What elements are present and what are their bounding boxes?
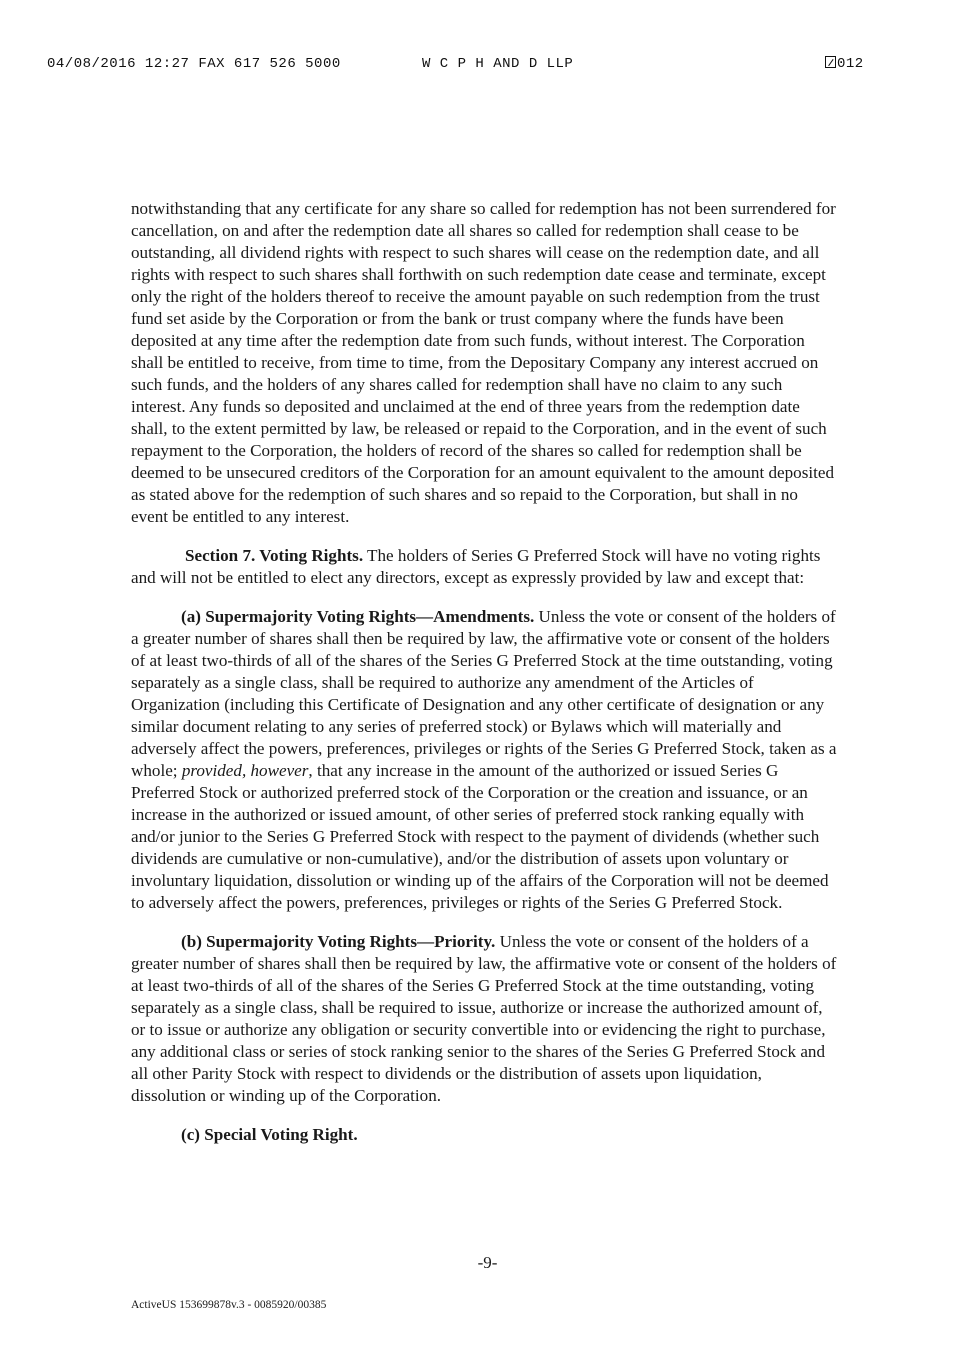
fax-page-number: 012 (837, 56, 864, 72)
fax-datetime: 04/08/2016 12:27 FAX 617 526 5000 (47, 56, 341, 72)
item-b-text: Unless the vote or consent of the holders of a greater number of shares shall then be required by law, the affirmative vote or consent of the holders of at least two-thirds of all of the shares of the Series G Preferred Stock at the time outstanding, voting separately as a single class, shall be required to issue, authorize or increase the authorized amount of, or to issue or authorize any obligation or security convertible into or evidencing the right to purchase, any additional class or series of stock ranking senior to the shares of the Series G Preferred Stock and all other Parity Stock with respect to dividends or the distribution of assets upon liquidation, dissolution or winding up of the Corporation. (131, 932, 837, 1105)
fax-page-box-icon (825, 56, 836, 68)
item-b-paragraph (131, 931, 839, 1107)
section-7-heading: Section 7. Voting Rights. (185, 546, 364, 565)
section-7-text: The holders of Series G Preferred Stock will have no voting rights and will not be entitled to elect any directors, except as expressly provided by law and except that: (131, 546, 821, 587)
item-b-heading: (b) Supermajority Voting Rights—Priority. (181, 932, 496, 951)
item-a-text-2: , that any increase in the amount of the authorized or issued Series G Preferred Stock or authorized preferred stock of the Corporation or the creation and issuance, or an increase in the authorized or issued amount, of other series of preferred stock ranking equally with and/or junior to the Series G Preferred Stock with respect to the payment of dividends (whether such dividends are cumulative or non-cumulative), and/or the distribution of assets upon voluntary or involuntary liquidation, dissolution or winding up of the affairs of the Corporation will not be deemed to adversely affect the powers, preferences, privileges or rights of the Series G Preferred Stock. (131, 761, 829, 912)
item-a-text-1: Unless the vote or consent of the holders of a greater number of shares shall then be required by law, the affirmative vote or consent of the holders of at least two-thirds of all of the shares of the Series G Preferred Stock at the time outstanding, voting separately as a single class, shall be required to authorize any amendment of the Articles of Organization (including this Certificate of Designation and any other certificate of designation or any similar document relating to any series of preferred stock) or Bylaws which will materially and adversely affect the powers, preferences, privileges or rights of the Series G Preferred Stock, taken as a whole; (131, 607, 837, 780)
fax-header (0, 56, 967, 76)
document-body (131, 198, 839, 1146)
item-a-proviso: provided, however (181, 761, 309, 780)
item-c-heading: (c) Special Voting Right. (181, 1125, 358, 1144)
item-c-paragraph (131, 1124, 839, 1146)
item-a-paragraph (131, 606, 839, 914)
section-7-paragraph (131, 545, 839, 589)
item-a-heading: (a) Supermajority Voting Rights—Amendments. (181, 607, 535, 626)
continuation-paragraph: notwithstanding that any certificate for any share so called for redemption has not been surrendered for cancellation, on and after the redemption date all shares so called for redemption shall cease to be outstanding, all dividend rights with respect to such shares will cease on the redemption date, and all rights with respect to such shares shall forthwith on such redemption date cease and terminate, except only the right of the holders thereof to receive the amount payable on such redemption from the trust fund set aside by the Corporation or from the bank or trust company where the funds have been deposited at any time after the redemption date from such funds, without interest. The Corporation shall be entitled to receive, from time to time, from the Depositary Company any interest accrued on such funds, and the holders of any shares called for redemption shall have no claim to any such interest. Any funds so deposited and unclaimed at the end of three years from the redemption date shall, to the extent permitted by law, be released or repaid to the Corporation, and in the event of such repayment to the Corporation, the holders of record of the shares so called for redemption shall be deemed to be unsecured creditors of the Corporation for an amount equivalent to the amount deposited as stated above for the redemption of such shares and so repaid to the Corporation, but shall in no event be entitled to any interest. (131, 199, 836, 526)
page-number: -9- (477, 1253, 498, 1272)
fax-page-indicator (825, 56, 864, 72)
fax-sender: W C P H AND D LLP (422, 56, 574, 72)
document-id: ActiveUS 153699878v.3 - 0085920/00385 (131, 1299, 327, 1311)
